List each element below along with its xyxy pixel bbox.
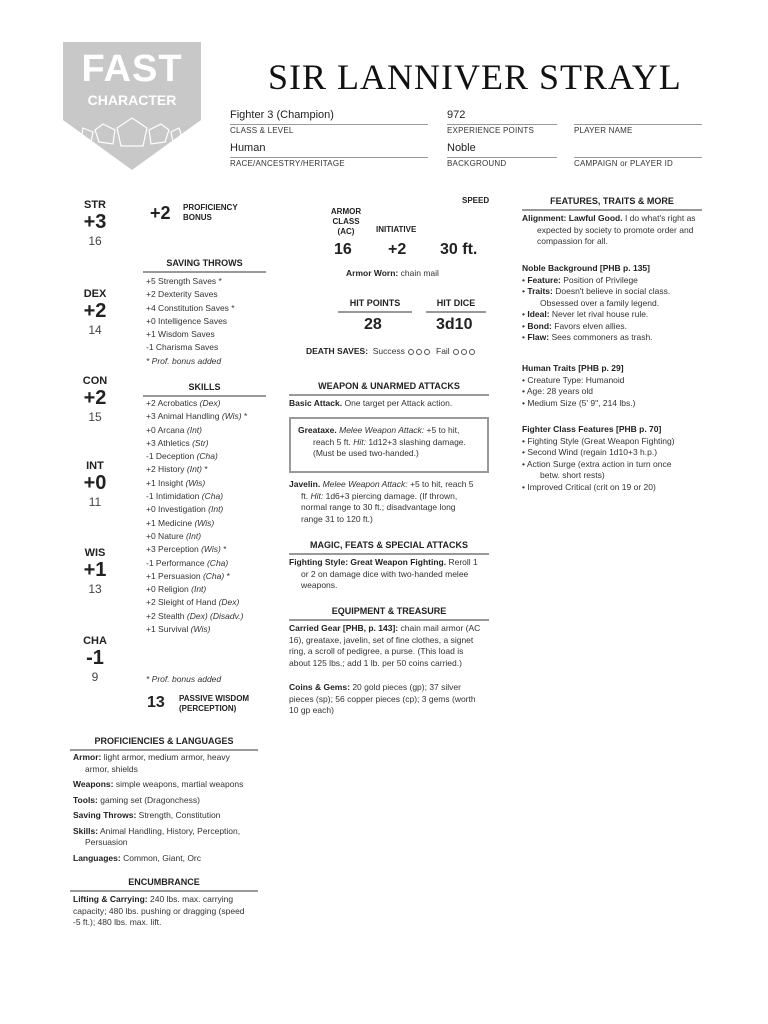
ability-dex xyxy=(70,288,120,337)
fighting-style-line1 xyxy=(289,557,494,569)
armor-worn-label: Armor Worn: xyxy=(346,268,399,278)
player-name-label: PLAYER NAME xyxy=(574,126,633,135)
background-line xyxy=(447,157,557,158)
fighter-title xyxy=(522,424,712,436)
ability-modifier: +0 xyxy=(83,472,107,494)
noble-item-label: Feature: xyxy=(527,274,561,285)
saving-throw-item: +4 Constitution Saves * xyxy=(146,302,235,313)
javelin-line4: range 31 to 120 ft.) xyxy=(301,513,373,524)
armor-class-value: 16 xyxy=(334,241,352,258)
passive-label-line1: PASSIVE WISDOM xyxy=(179,694,250,703)
hit-points-label: HIT POINTS xyxy=(338,298,412,313)
noble-title xyxy=(522,263,712,275)
xp-label: EXPERIENCE POINTS xyxy=(447,126,534,135)
encumbrance-text xyxy=(73,894,268,929)
skill-item xyxy=(146,623,247,636)
coins-line2: pieces (sp); 56 copper pieces (cp); 3 gems (worth xyxy=(289,693,476,704)
weapon-attacks-title: WEAPON & UNARMED ATTACKS xyxy=(289,381,489,396)
greataxe-line2 xyxy=(298,437,480,449)
saving-throw-item: +5 Strength Saves * xyxy=(146,276,222,286)
noble-background xyxy=(522,263,712,344)
noble-item xyxy=(522,298,712,310)
javelin-name: Javelin. xyxy=(289,479,321,489)
logo-line2: CHARACTER xyxy=(87,92,177,108)
fighter-item xyxy=(522,470,712,482)
prof-label: Tools: xyxy=(73,794,98,805)
human-title-text: Human Traits [PHB p. 29] xyxy=(522,363,624,373)
greataxe-reach: reach 5 ft. xyxy=(313,436,351,447)
noble-title-text: Noble Background [PHB p. 135] xyxy=(522,263,650,273)
ability-score: 14 xyxy=(88,323,102,337)
saving-throw-item: +0 Intelligence Saves xyxy=(146,315,228,326)
skill-text: +3 Perception xyxy=(146,544,199,555)
saving-throw-item: +2 Dexterity Saves xyxy=(146,289,218,300)
skill-text: +0 Investigation xyxy=(146,504,206,515)
skill-ability: (Dex) xyxy=(199,398,221,408)
javelin-line1 xyxy=(289,479,494,491)
noble-item: • Flaw: Sees commoners as trash. xyxy=(522,332,653,342)
initiative-label: INITIATIVE xyxy=(376,225,417,234)
skill-star: * xyxy=(241,411,248,422)
noble-item-label: Bond: xyxy=(527,320,552,331)
gear-text: chain mail armor (AC xyxy=(400,623,481,633)
ability-modifier: +2 xyxy=(83,387,107,409)
ability-name: WIS xyxy=(84,547,106,559)
saving-throw-item: +1 Wisdom Saves xyxy=(146,329,215,340)
fighter-item-text: Second Wind (regain 1d10+3 h.p.) xyxy=(527,447,658,457)
alignment-line2: expected by society to promote order and xyxy=(537,224,694,235)
death-fail-label: Fail xyxy=(436,346,450,356)
class-level-line xyxy=(230,124,428,125)
ability-name: DEX xyxy=(83,288,107,300)
skill-item xyxy=(146,543,247,556)
greataxe-type: Melee Weapon Attack: xyxy=(339,425,425,435)
skill-ability: (Dex) xyxy=(218,597,240,608)
ability-name: CHA xyxy=(83,635,107,647)
class-level-value: Fighter 3 (Champion) xyxy=(230,109,334,121)
fighter-item-text: Fighting Style (Great Weapon Fighting) xyxy=(527,435,675,446)
skill-item xyxy=(146,424,247,437)
logo-line1: FAST xyxy=(81,48,183,90)
javelin-to-hit: +5 to hit, reach 5 xyxy=(409,479,474,489)
noble-item: • Feature: Position of Privilege xyxy=(522,274,638,285)
skill-item xyxy=(146,410,247,423)
skills-list xyxy=(146,397,247,636)
xp-line xyxy=(447,124,557,125)
skill-ability: (Wis) xyxy=(221,411,242,422)
skill-ability: (Wis) xyxy=(201,544,221,555)
success-circle-icon[interactable] xyxy=(416,349,422,355)
noble-item: • Traits: Doesn't believe in social class. xyxy=(522,286,671,296)
human-item: • Creature Type: Humanoid xyxy=(522,374,625,385)
death-saves xyxy=(306,346,476,358)
features-title: FEATURES, TRAITS & MORE xyxy=(522,196,702,211)
fail-circle-icon[interactable] xyxy=(453,349,459,355)
gear-line1 xyxy=(289,623,494,635)
ability-name: STR xyxy=(84,199,106,211)
campaign-line xyxy=(574,157,702,158)
death-saves-label: DEATH SAVES: xyxy=(306,346,369,356)
alignment-text: I do what's right as xyxy=(624,213,696,223)
prof-armor xyxy=(73,752,268,764)
human-item: • Age: 28 years old xyxy=(522,386,594,396)
death-success-label: Success xyxy=(372,346,405,356)
skill-ability: (Cha) xyxy=(196,451,218,462)
gear-line4: about 125 lbs.; add 1 lb. per 50 coins carried.) xyxy=(289,657,462,668)
armor-worn xyxy=(346,268,439,280)
coins-label: Coins & Gems: xyxy=(289,682,350,692)
ability-name: CON xyxy=(82,375,108,387)
prof-tools xyxy=(73,795,268,807)
fighting-style-line3: weapons. xyxy=(301,580,338,590)
greataxe-name: Greataxe. xyxy=(298,425,337,435)
ac-label-line3: (AC) xyxy=(337,227,355,236)
prof-label: Weapons: xyxy=(73,779,114,789)
enc-line1 xyxy=(73,894,268,906)
fighter-title-text: Fighter Class Features [PHB p. 70] xyxy=(522,424,662,434)
skill-ability: (Cha) xyxy=(201,491,224,502)
saving-throw-item: -1 Charisma Saves xyxy=(146,342,219,353)
noble-item-text: Never let rival house rule. xyxy=(551,309,649,319)
background-value: Noble xyxy=(447,142,476,154)
passive-wisdom-label xyxy=(179,694,249,714)
skill-text: +2 Stealth xyxy=(146,610,185,621)
prof-text: simple weapons, martial weapons xyxy=(115,779,244,789)
fighter-item-text: betw. short rests) xyxy=(540,470,605,480)
fighting-style xyxy=(289,557,494,592)
proficiency-bonus-value: +2 xyxy=(150,203,171,223)
prof-text: light armor, medium armor, heavy xyxy=(103,752,230,762)
prof-text: gaming set (Dragonchess) xyxy=(100,794,200,805)
character-name: SIR LANNIVER STRAYL xyxy=(268,57,682,97)
skill-text: +0 Religion xyxy=(146,584,189,595)
skill-text: +0 Nature xyxy=(146,530,184,541)
javelin-line2 xyxy=(289,491,494,503)
race-line xyxy=(230,157,428,158)
skill-text: +1 Medicine xyxy=(146,517,193,528)
human-item-text: Creature Type: Humanoid xyxy=(527,374,625,385)
coins-gems xyxy=(289,682,494,717)
skill-text: +2 Acrobatics xyxy=(146,398,198,408)
proficiencies-title: PROFICIENCIES & LANGUAGES xyxy=(70,736,258,751)
speed-label: SPEED xyxy=(462,196,490,205)
noble-item-label: Flaw: xyxy=(527,332,550,342)
enc-line2: capacity; 480 lbs. pushing or dragging (speed xyxy=(73,905,245,916)
noble-item-label: Ideal: xyxy=(527,309,550,319)
fighter-item: • Fighting Style (Great Weapon Fighting) xyxy=(522,435,675,446)
hit-dice-value: 3d10 xyxy=(436,316,473,333)
prof-saves xyxy=(73,810,268,822)
skill-item xyxy=(146,596,247,609)
ability-score: 11 xyxy=(88,495,102,509)
noble-item: • Ideal: Never let rival house rule. xyxy=(522,309,649,319)
skill-item xyxy=(146,517,247,530)
fighter-features xyxy=(522,424,712,493)
speed-value: 30 ft. xyxy=(440,241,478,258)
prof-text: Strength, Constitution xyxy=(138,810,221,820)
skill-text: -1 Intimidation xyxy=(146,491,200,502)
skills-title: SKILLS xyxy=(143,382,266,397)
gear-label: Carried Gear [PHB, p. 143]: xyxy=(289,623,399,633)
ability-modifier: +3 xyxy=(83,211,107,233)
skill-text: +2 History xyxy=(146,464,185,475)
skill-text: +3 Athletics xyxy=(146,437,190,448)
race-value: Human xyxy=(230,142,266,154)
gear-line3: ring, a scroll of pedigree, a purse. (This load is xyxy=(289,646,464,656)
noble-item-text: Obsessed over a family legend. xyxy=(540,297,660,308)
greataxe-line1 xyxy=(298,425,480,437)
skill-item xyxy=(146,583,247,596)
ability-wis xyxy=(70,547,120,596)
skill-text: +1 Survival xyxy=(146,624,189,635)
greataxe-to-hit: +5 to hit, xyxy=(426,425,460,435)
prof-skills xyxy=(73,826,268,838)
saving-throws-list xyxy=(146,275,235,368)
javelin-damage: 1d6+3 piercing damage. (If thrown, xyxy=(325,490,458,501)
skill-item xyxy=(146,557,247,570)
ability-modifier: -1 xyxy=(86,647,104,669)
ac-label-line2: CLASS xyxy=(332,217,360,226)
skill-ability: (Cha) xyxy=(206,557,229,568)
passive-label-line2: (PERCEPTION) xyxy=(179,704,237,713)
noble-item-text: Favors elven allies. xyxy=(554,320,628,331)
skill-item xyxy=(146,503,247,516)
basic-attack-label: Basic Attack. xyxy=(289,398,343,408)
enc-label: Lifting & Carrying: xyxy=(73,894,148,904)
fail-circle-icon[interactable] xyxy=(469,349,475,355)
prof-label: Armor: xyxy=(73,752,102,762)
prof-label: Languages: xyxy=(73,852,121,863)
initiative-value: +2 xyxy=(388,241,407,258)
prof-label: Saving Throws: xyxy=(73,810,137,820)
proficiencies-list xyxy=(73,752,268,864)
skill-text: +2 Sleight of Hand xyxy=(146,597,217,608)
ability-score: 13 xyxy=(88,582,102,596)
prof-weapons xyxy=(73,779,268,791)
skill-item xyxy=(146,610,247,623)
coins-line1 xyxy=(289,682,494,694)
ability-name: INT xyxy=(86,460,104,472)
skill-ability: (Int) xyxy=(208,504,224,515)
javelin-reach: ft. xyxy=(301,490,309,501)
skill-ability: (Dex) (Disadv.) xyxy=(186,610,244,621)
fighter-item: • Second Wind (regain 1d10+3 h.p.) xyxy=(522,447,658,457)
skill-star: * xyxy=(220,544,227,555)
coins-line3: 10 gp each) xyxy=(289,705,334,715)
skill-item xyxy=(146,490,247,503)
armor-worn-value: chain mail xyxy=(400,268,439,278)
gear-line2: 16), greataxe, javelin, set of fine clothes, a signet xyxy=(289,634,474,645)
ability-score: 15 xyxy=(88,410,102,424)
fighter-item-text: Improved Critical (crit on 19 or 20) xyxy=(527,481,656,492)
alignment xyxy=(522,213,712,248)
skill-text: +1 Persuasion xyxy=(146,570,201,581)
ability-modifier: +2 xyxy=(83,300,107,322)
noble-item: • Bond: Favors elven allies. xyxy=(522,320,628,331)
skill-ability: (Int) xyxy=(185,530,202,541)
skill-item xyxy=(146,570,247,583)
human-title xyxy=(522,363,712,375)
javelin-type: Melee Weapon Attack: xyxy=(322,479,408,489)
skill-ability: (Str) xyxy=(192,437,209,448)
proficiency-label-line2: BONUS xyxy=(183,213,212,222)
hit-dice-label: HIT DICE xyxy=(426,298,486,313)
ability-score: 9 xyxy=(91,670,99,684)
magic-feats-title: MAGIC, FEATS & SPECIAL ATTACKS xyxy=(289,540,489,555)
basic-attack-text: One target per Attack action. xyxy=(344,398,453,408)
skill-text: -1 Performance xyxy=(146,557,205,568)
skill-text: -1 Deception xyxy=(146,451,195,462)
player-name-line xyxy=(574,124,702,125)
skills-note: * Prof. bonus added xyxy=(146,674,222,684)
ability-cha xyxy=(70,635,120,684)
fighter-item-text: Action Surge (extra action in turn once xyxy=(526,458,672,469)
ac-label-line1: ARMOR xyxy=(330,207,362,216)
greataxe-hit-label: Hit: xyxy=(353,436,366,447)
skill-star: * xyxy=(202,464,208,475)
alignment-line1 xyxy=(522,213,712,225)
prof-armor-cont: armor, shields xyxy=(85,763,138,774)
skill-ability: (Int) xyxy=(186,464,202,475)
ability-str xyxy=(70,199,120,248)
skill-item xyxy=(146,477,247,490)
class-level-label: CLASS & LEVEL xyxy=(230,126,294,135)
fail-circle-icon[interactable] xyxy=(461,349,467,355)
ability-modifier: +1 xyxy=(83,559,107,581)
skill-item xyxy=(146,397,247,410)
fighting-style-text: Reroll 1 xyxy=(448,557,478,567)
success-circle-icon[interactable] xyxy=(424,349,430,355)
saving-throw-note: * Prof. bonus added xyxy=(146,355,222,366)
greataxe-attack-box xyxy=(289,417,489,473)
prof-text: Animal Handling, History, Perception, xyxy=(99,825,241,836)
ability-int xyxy=(70,460,120,509)
equipment-title: EQUIPMENT & TREASURE xyxy=(289,606,489,621)
skill-item xyxy=(146,437,247,450)
alignment-label: Alignment: Lawful Good. xyxy=(522,213,623,223)
prof-skills-cont: Persuasion xyxy=(85,837,128,847)
skill-item xyxy=(146,450,247,463)
human-item-text: Medium Size (5' 9", 214 lbs.) xyxy=(527,397,636,408)
skill-ability: (Int) xyxy=(186,424,203,435)
skill-ability: (Int) xyxy=(191,584,207,595)
armor-class-label xyxy=(326,207,366,237)
saving-throws-title: SAVING THROWS xyxy=(143,258,266,273)
skill-ability: (Cha) xyxy=(202,570,225,581)
prof-languages xyxy=(73,853,268,865)
alignment-line3: compassion for all. xyxy=(537,236,608,246)
fighter-item: • Improved Critical (crit on 19 or 20) xyxy=(522,481,656,492)
noble-item-text: Position of Privilege xyxy=(563,274,638,285)
noble-item-text: Doesn't believe in social class. xyxy=(555,286,671,296)
javelin-hit-label: Hit: xyxy=(310,490,324,501)
skill-star: * xyxy=(224,570,230,581)
fighting-style-line2: or 2 on damage dice with two-handed melee xyxy=(301,568,469,579)
javelin-attack xyxy=(289,479,494,525)
enc-text: 240 lbs. max. carrying xyxy=(149,894,234,904)
prof-text: Common, Giant, Orc xyxy=(123,852,202,863)
coins-text: 20 gold pieces (gp); 37 silver xyxy=(352,682,461,692)
human-traits xyxy=(522,363,712,409)
skill-text: +1 Insight xyxy=(146,477,184,488)
xp-value: 972 xyxy=(447,109,466,121)
hit-points-value: 28 xyxy=(364,316,382,333)
skill-ability: (Wis) xyxy=(190,624,211,635)
skill-text: +0 Arcana xyxy=(146,424,185,435)
campaign-label: CAMPAIGN or PLAYER ID xyxy=(574,159,674,168)
skill-item xyxy=(146,530,247,543)
fast-character-logo xyxy=(63,42,201,170)
fighting-style-label: Fighting Style: Great Weapon Fighting. xyxy=(289,557,447,567)
skill-ability: (Wis) xyxy=(194,517,215,528)
ability-con xyxy=(70,375,120,424)
noble-item-label: Traits: xyxy=(527,286,553,296)
prof-label: Skills: xyxy=(73,825,99,836)
skill-text: +3 Animal Handling xyxy=(146,411,220,422)
encumbrance-title: ENCUMBRANCE xyxy=(70,877,258,892)
success-circle-icon[interactable] xyxy=(408,349,414,355)
greataxe-damage: 1d12+3 slashing damage. xyxy=(368,436,466,447)
fighter-item: • Action Surge (extra action in turn once xyxy=(522,458,672,469)
skill-item xyxy=(146,463,247,476)
noble-item-text: Sees commoners as trash. xyxy=(551,332,653,342)
skill-ability: (Wis) xyxy=(185,477,206,488)
human-item-text: Age: 28 years old xyxy=(526,386,594,396)
proficiency-bonus-label xyxy=(183,203,238,223)
javelin-line3: normal range to 30 ft.; disadvantage long xyxy=(301,502,456,512)
ability-score: 16 xyxy=(88,234,102,248)
basic-attack xyxy=(289,398,452,410)
human-item: • Medium Size (5' 9", 214 lbs.) xyxy=(522,397,636,408)
greataxe-line3: (Must be used two-handed.) xyxy=(313,448,419,458)
carried-gear xyxy=(289,623,494,669)
enc-line3: -5 ft.); 480 lbs. max. lift. xyxy=(73,917,162,927)
proficiency-label-line1: PROFICIENCY xyxy=(183,203,238,212)
background-label: BACKGROUND xyxy=(447,159,507,168)
passive-wisdom-value: 13 xyxy=(147,694,165,711)
race-label: RACE/ANCESTRY/HERITAGE xyxy=(230,159,345,168)
